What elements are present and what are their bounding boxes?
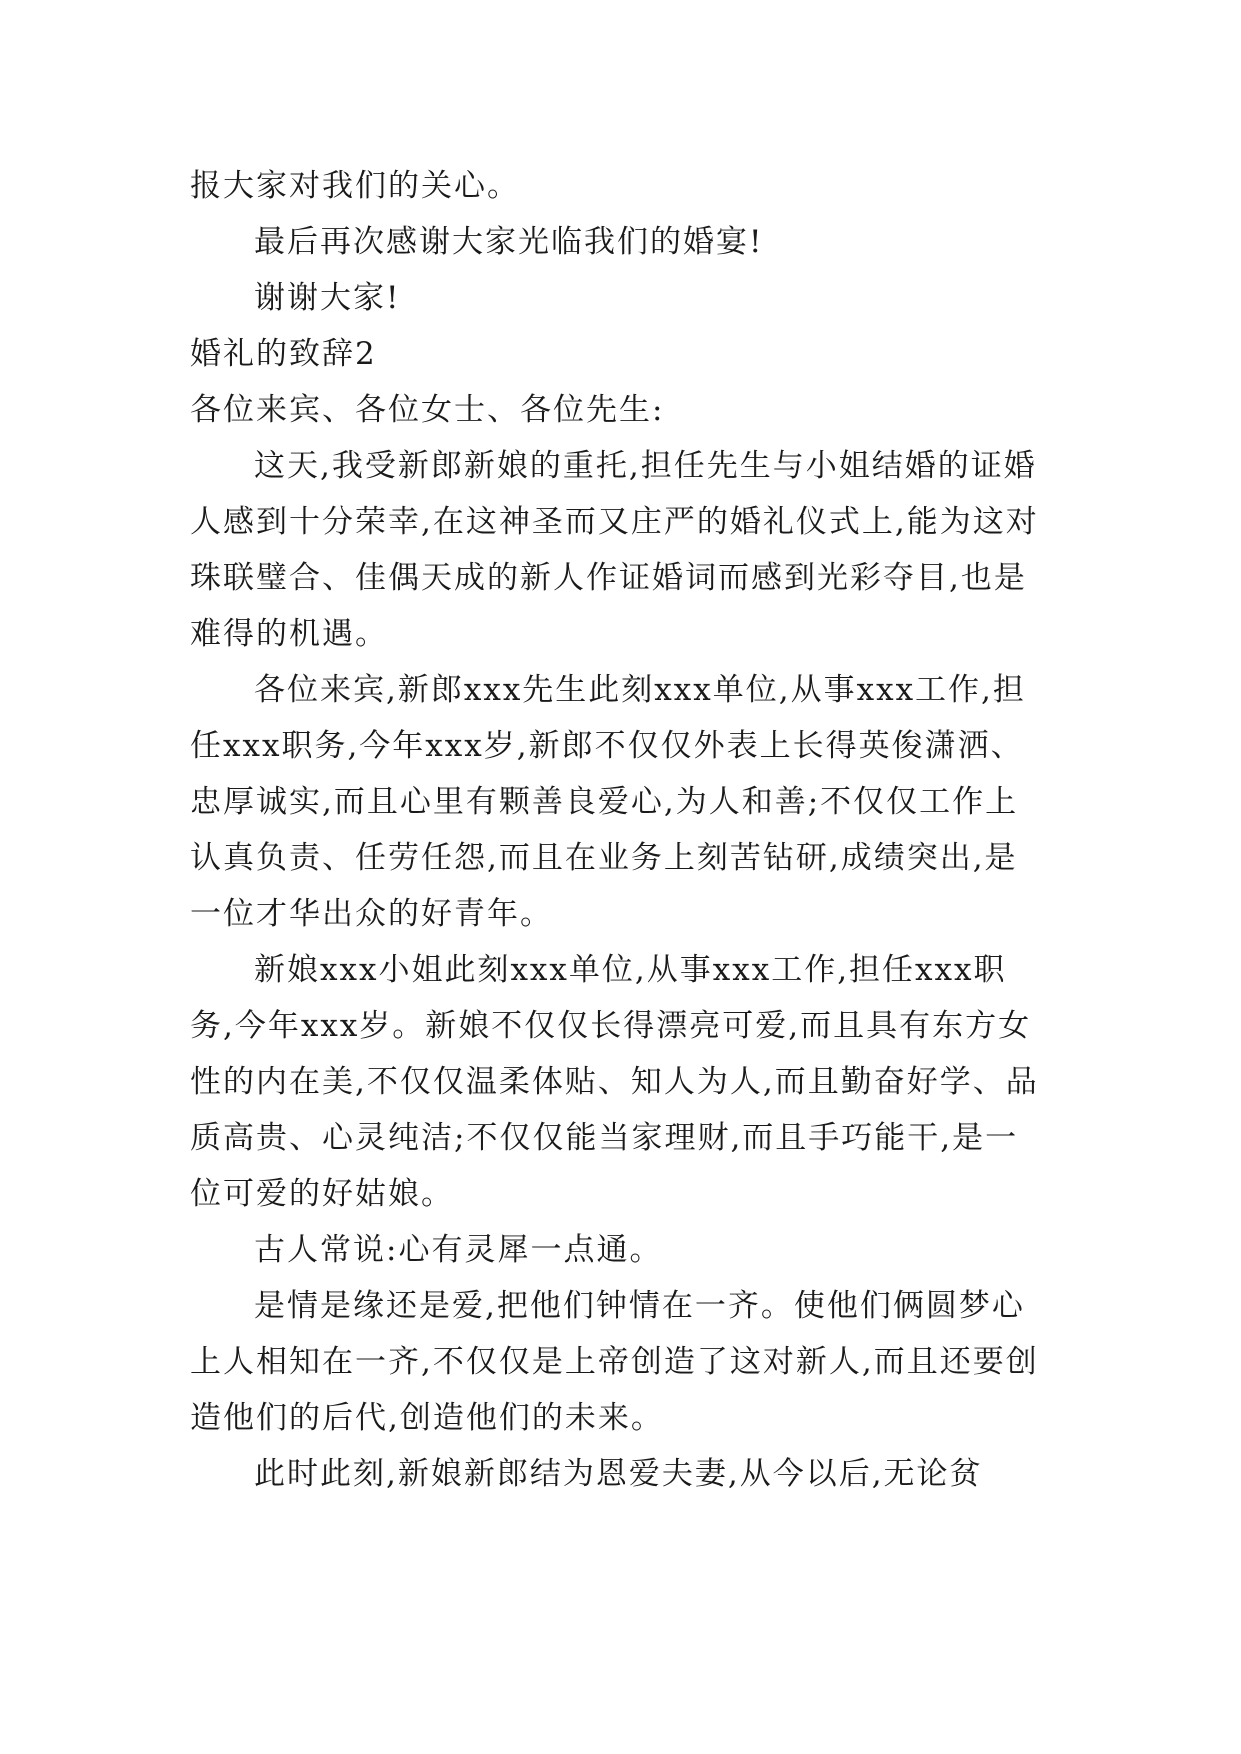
paragraph-continuation: 报大家对我们的关心。 bbox=[190, 168, 520, 204]
paragraph-vows: 此时此刻,新娘新郎结为恩爱夫妻,从今以后,无论贫 bbox=[254, 1456, 983, 1492]
salutation: 各位来宾、各位女士、各位先生: bbox=[190, 392, 665, 428]
document-body bbox=[190, 158, 1050, 1502]
paragraph-introduction: 这天,我受新郎新娘的重托,担任先生与小姐结婚的证婚人感到十分荣幸,在这神圣而又庄严的婚礼仪式上,能为这对珠联璧合、佳偶天成的新人作证婚词而感到光彩夺目,也是难得的机遇。 bbox=[190, 448, 1039, 652]
paragraph-thank-you: 谢谢大家! bbox=[254, 280, 401, 316]
paragraph-proverb: 古人常说:心有灵犀一点通。 bbox=[254, 1232, 663, 1268]
paragraph-fate: 是情是缘还是爱,把他们钟情在一齐。使他们俩圆梦心上人相知在一齐,不仅仅是上帝创造了这对新人,而且还要创造他们的后代,创造他们的未来。 bbox=[190, 1288, 1039, 1436]
section-heading: 婚礼的致辞2 bbox=[190, 336, 377, 372]
paragraph-bride: 新娘xxx小姐此刻xxx单位,从事xxx工作,担任xxx职务,今年xxx岁。新娘不仅仅长得漂亮可爱,而且具有东方女性的内在美,不仅仅温柔体贴、知人为人,而且勤奋好学、品质高贵、心灵纯洁;不仅仅能当家理财,而且手巧能干,是一位可爱的好姑娘。 bbox=[190, 952, 1039, 1212]
paragraph-groom: 各位来宾,新郎xxx先生此刻xxx单位,从事xxx工作,担任xxx职务,今年xxx岁,新郎不仅仅外表上长得英俊潇洒、忠厚诚实,而且心里有颗善良爱心,为人和善;不仅仅工作上认真负责、任劳任怨,而且在业务上刻苦钻研,成绩突出,是一位才华出众的好青年。 bbox=[190, 672, 1026, 932]
paragraph-closing-thanks: 最后再次感谢大家光临我们的婚宴! bbox=[254, 224, 764, 260]
